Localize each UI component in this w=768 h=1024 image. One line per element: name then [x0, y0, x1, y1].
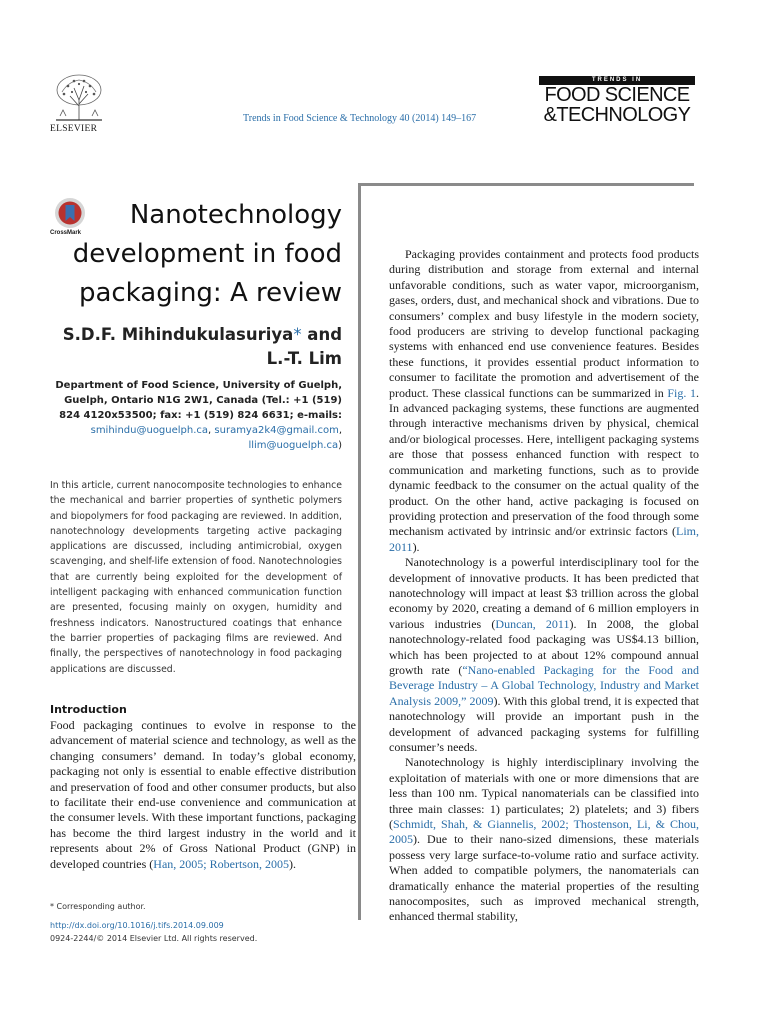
citation-link[interactable]: “Nano-enabled Packaging for the Food and Beverage Industry – A Global Technology, Industry and Market Analysis 2009,” 2009 [389, 662, 700, 708]
section-heading-introduction: Introduction [50, 703, 127, 716]
paragraph-2 [389, 555, 699, 755]
journal-reference[interactable]: Trends in Food Science & Technology 40 (2014) 149–167 [243, 113, 477, 124]
title-line-3: packaging: A review [78, 278, 342, 308]
email-sep-2: , [338, 425, 342, 436]
author-2: L.-T. Lim [266, 349, 342, 368]
email-link-3[interactable]: llim@uoguelph.ca [248, 440, 339, 451]
intro-end: ). [288, 856, 296, 871]
p2-text-c: ). With this global trend, it is expected that nanotechnology will provide an important push in the development of advanced packaging systems for fulfilling consumer’s needs. [389, 693, 699, 754]
email-link-1[interactable]: smihindu@uoguelph.ca [90, 425, 209, 436]
article-title [58, 196, 342, 313]
citation-link[interactable]: Schmidt, Shah, & Giannelis, 2002; Thostenson, Li, & Chou, 2005 [389, 817, 699, 847]
footnote-corresponding-author: * Corresponding author. [50, 902, 146, 911]
p2-text-b: ). In 2008, the global nanotechnology-related food packaging was US$4.13 billion, which has been projected to at about 12% compound annual growth rate ( [389, 616, 699, 677]
journal-logo-line1: FOOD SCIENCE [544, 84, 690, 106]
introduction-paragraph [50, 718, 356, 872]
intro-text: Food packaging continues to evolve in response to the advancement of material science and technology, as well as the changing consumers’ demand. In today’s global economy, packaging not only is essential to enable effective distribution and preservation of food and other consumer products, but also to facilitate their end-use convenience and communication at the consumer levels. With these important functions, packaging has become the third largest industry in the world and it represents about 2% of Gross National Product (GNP) in developed countries ( [50, 718, 356, 871]
crossmark-label: CrossMark [50, 230, 82, 236]
column-divider-left [358, 183, 361, 920]
figure-link[interactable]: Fig. 1 [667, 385, 696, 400]
affiliation-line-3: 824 4120x53500; fax: +1 (519) 824 6631; e-mails: [59, 410, 342, 421]
citation-link[interactable]: Lim, 2011 [389, 524, 699, 554]
paragraph-1 [389, 247, 699, 555]
author-1: S.D.F. Mihindukulasuriya [62, 325, 294, 344]
body-right-column [389, 247, 699, 925]
corresponding-author-mark[interactable]: * [293, 325, 302, 344]
publisher-name: ELSEVIER [50, 124, 98, 134]
abstract: In this article, current nanocomposite technologies to enhance the mechanical and barrier properties of synthetic polymers and biopolymers for food packaging are reviewed. In addition, nanotechnology developments targeting active packaging applications are discussed, including antimicrobial, oxygen scavenging, and shelf-life extension of food. Nanotechnologies that are currently being exploited for the development of intelligent packaging with enhanced communication function are presented, focusing mainly on oxygen, humidity and freshness indicators. Nanostructured coatings that enhance the barrier properties of packaging films are reviewed. And finally, the perspectives of nanotechnology in food packaging applications are discussed. [50, 480, 342, 675]
doi-link[interactable]: http://dx.doi.org/10.1016/j.tifs.2014.09.009 [50, 921, 224, 930]
affiliation-line-2: Guelph, Ontario N1G 2W1, Canada (Tel.: +1 (519) [64, 395, 342, 406]
affiliation-line-1: Department of Food Science, University of Guelph, [55, 380, 342, 391]
p2-text-a: Nanotechnology is a powerful interdisciplinary tool for the development of innovative products. It has been predicted that nanotechnology will impact at least $3 trillion across the global economy by 2020, creating a demand of 6 million employers in various industries ( [389, 555, 699, 631]
affiliation-close: ) [338, 440, 342, 451]
authors [58, 323, 342, 371]
p3-text-b: ). Due to their nano-sized dimensions, these materials possess very large surface-to-volume ratio and surface activity. When added to compatible polymers, the nanomaterials can dramatically enhance the material properties of the resulting nanocomposites, such as improved mechanical strength, enhanced thermal stability, [389, 832, 699, 924]
citation-link[interactable]: Duncan, 2011 [495, 616, 570, 631]
email-link-2[interactable]: suramya2k4@gmail.com [214, 425, 339, 436]
journal-logo-trends: TRENDS IN [539, 76, 695, 85]
author-and: and [301, 325, 342, 344]
title-line-2: development in food [72, 239, 342, 269]
p1-text-a: Packaging provides containment and protects food products during distribution and storage from external and internal unfavorable conditions, such as water vapor, microorganism, gases, orders, dust, and mechanical shock and vibrations. Due to consumers’ complex and busy lifestyle in the modern society, food producers are striving to develop functional packaging systems with enhanced end use convenience features. Besides these functions, it provides essential product information to consumer to facilitate the promotion and advertisement of the product. These classical functions can be summarized in [389, 247, 699, 400]
p1-text-c: ). [412, 539, 420, 554]
p3-text-a: Nanotechnology is highly interdisciplinary involving the exploitation of materials with one or more dimensions that are less than 100 nm. Typical nanomaterials can be classified into three main classes: 1) particulates; 2) platelets; and 3) fibers ( [389, 755, 699, 832]
journal-logo-line2: &TECHNOLOGY [543, 104, 691, 126]
p1-text-b: . In advanced packaging systems, these functions are augmented through interactive mechanisms driven by physical, chemical and/or biological processes. Here, intelligent packaging systems are those that possess enhanced function with respect to communication and marketing functions, such as to provide dynamic feedback to the consumer on the actual quality of the product. On the other hand, active packaging is focused on providing protection and preservation of the food through some mechanism activated by intrinsic and/or extrinsic factors ( [389, 385, 699, 539]
title-line-1: Nanotechnology [129, 200, 342, 230]
copyright-notice: 0924-2244/© 2014 Elsevier Ltd. All rights reserved. [50, 934, 258, 943]
journal-logo [539, 76, 695, 126]
paragraph-3 [389, 755, 699, 924]
affiliation [52, 378, 342, 453]
column-divider-top [358, 183, 694, 186]
citation-link[interactable]: Han, 2005; Robertson, 2005 [153, 856, 289, 871]
email-sep: , [208, 425, 215, 436]
